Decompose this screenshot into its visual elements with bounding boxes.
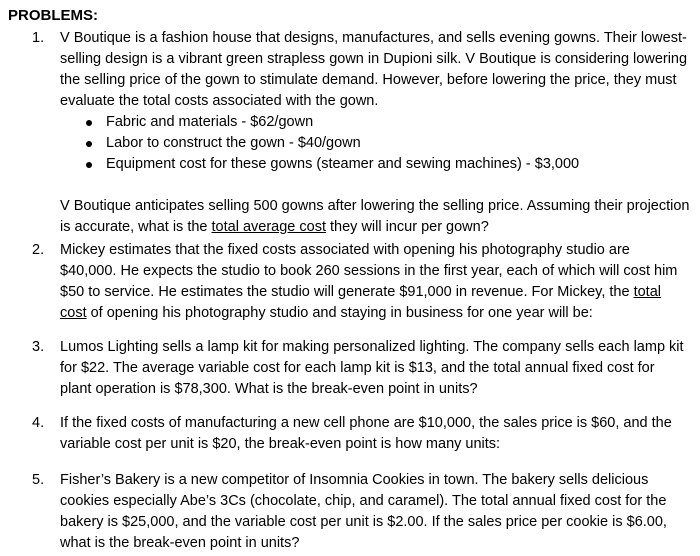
problem-1-question-end: they will incur per gown? [325,219,489,235]
problem-4-text: If the fixed costs of manufacturing a new cell phone are $10,000, the sales price is $60, and the variable cost per unit is $20, the break-even point is how many units: [60,415,672,452]
problem-1-intro: V Boutique is a fashion house that designs, manufactures, and sells evening gowns. Their lowest-selling design is a vibrant green strapless gown in Dupioni silk. V Boutique is considering lowering the selling price of the gown to stimulate demand. However, before lowering the price, they must evaluate the total costs associated with the gown. [60,30,688,109]
problems-heading: PROBLEMS: [8,7,98,24]
problem-2-text-end: of opening his photography studio and staying in business for one year will be: [86,305,593,321]
problem-5-text: Fisher’s Bakery is a new competitor of Insomnia Cookies in town. The bakery sells delicious cookies especially Abe’s 3Cs (chocolate, chip, and caramel). The total annual fixed cost for the bakery is $25,000, and the variable cost per unit is $2.00. If the sales price per cookie is $6.00, what is the break-even point in units? [60,472,667,551]
cost-bullet-equipment: Equipment cost for these gowns (steamer and sewing machines) - $3,000 [60,154,690,175]
cost-bullet-labor: Labor to construct the gown - $40/gown [60,133,690,154]
problem-5-number: 5. [32,472,45,488]
underlined-term-total-cost: total cost [60,284,662,321]
cost-bullet-fabric: Fabric and materials - $62/gown [60,112,690,133]
problem-3-number: 3. [32,339,45,355]
problem-2-text [60,240,690,324]
cost-bullet-list [60,112,690,175]
problem-1-body [60,28,690,238]
problem-2-body [60,240,690,324]
underlined-term-total-average-cost: total average cost [211,219,326,235]
problem-4-body [60,413,690,455]
problem-1-question-start: V Boutique anticipates selling 500 gowns after lowering the selling price. Assuming their projection is accurate, what is the [60,198,690,235]
problem-2-number: 2. [32,242,45,258]
problem-3-text: Lumos Lighting sells a lamp kit for making personalized lighting. The company sells each lamp kit for $22. The average variable cost for each lamp kit is $13, and the total annual fixed cost for plant operation is $78,300. What is the break-even point in units? [60,339,684,397]
problem-5-body [60,470,690,554]
problem-3-body [60,337,690,400]
problem-4-number: 4. [32,415,45,431]
problem-2-text-start: Mickey estimates that the fixed costs associated with opening his photography studio are $40,000. He expects the studio to book 260 sessions in the first year, each of which will cost him $50 to service. He estimates the studio will generate $91,000 in revenue. For Mickey, the [60,242,678,300]
problem-1-number: 1. [32,30,45,46]
problem-1-question [60,196,690,238]
